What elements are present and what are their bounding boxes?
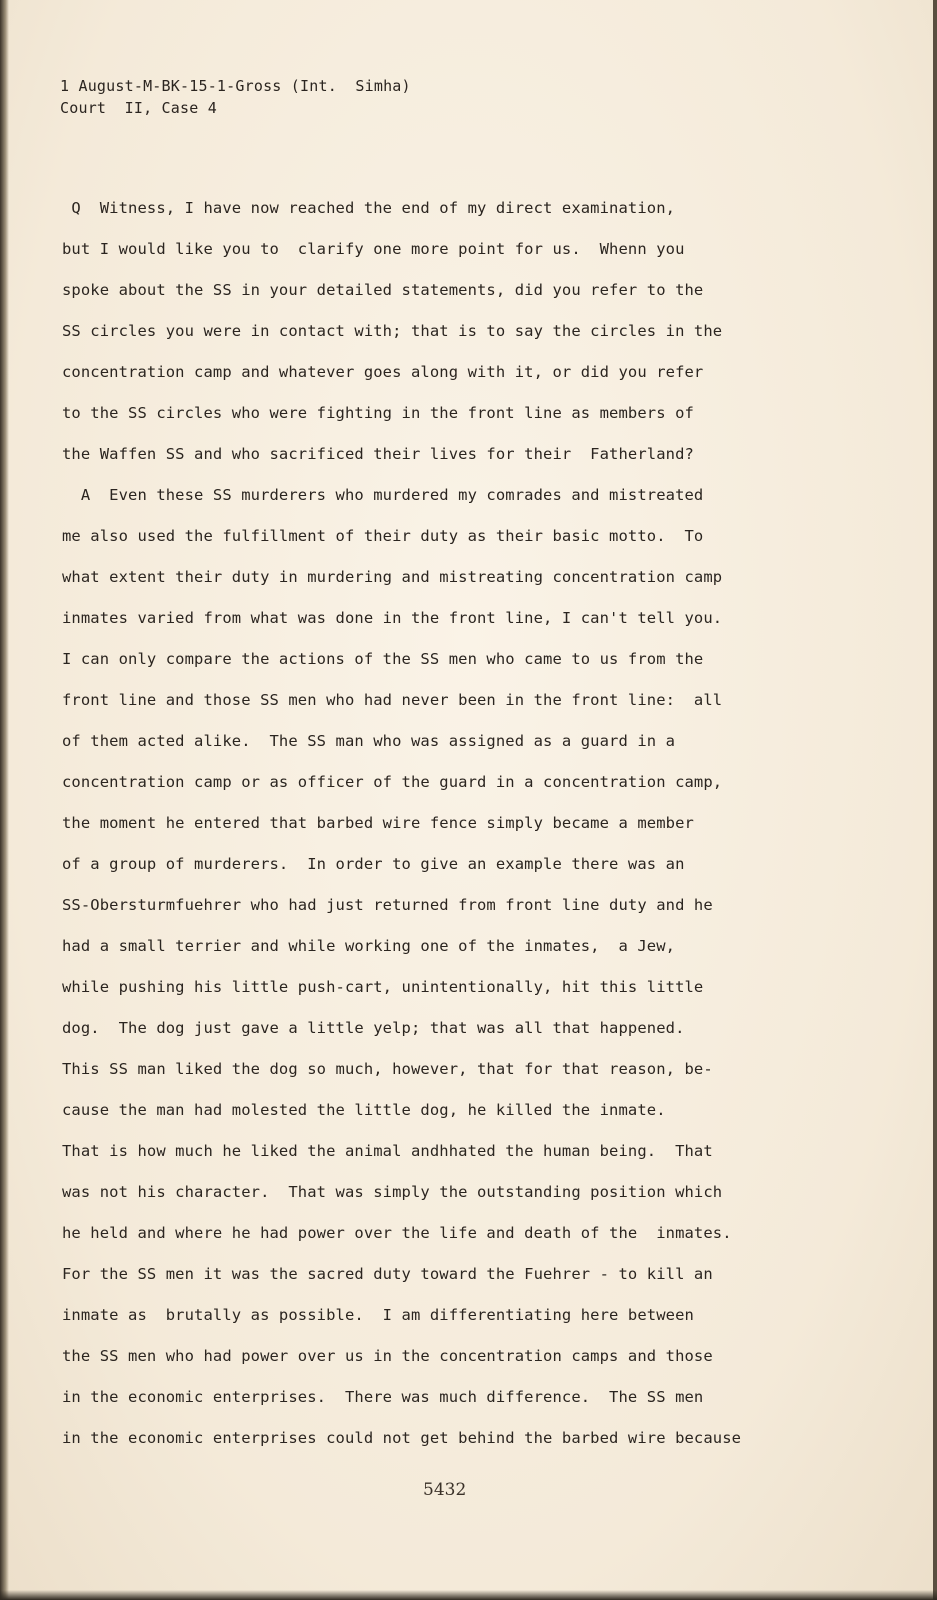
transcript-line: spoke about the SS in your detailed statements, did you refer to the	[62, 281, 704, 299]
transcript-line: inmate as brutally as possible. I am differentiating here between	[62, 1306, 694, 1324]
transcript-line: in the economic enterprises. There was much difference. The SS men	[62, 1388, 704, 1406]
transcript-line: of them acted alike. The SS man who was assigned as a guard in a	[62, 732, 676, 750]
transcript-line: A Even these SS murderers who murdered my comrades and mistreated	[62, 486, 704, 504]
transcript-line: That is how much he liked the animal andhhated the human being. That	[62, 1142, 713, 1160]
transcript-line: This SS man liked the dog so much, however, that for that reason, be-	[62, 1060, 713, 1078]
transcript-line: but I would like you to clarify one more point for us. Whenn you	[62, 240, 685, 258]
transcript-line: was not his character. That was simply the outstanding position which	[62, 1183, 723, 1201]
transcript-line: For the SS men it was the sacred duty toward the Fuehrer - to kill an	[62, 1265, 713, 1283]
transcript-line: Q Witness, I have now reached the end of my direct examination,	[62, 199, 676, 217]
transcript-line: cause the man had molested the little dog, he killed the inmate.	[62, 1101, 666, 1119]
transcript-line: in the economic enterprises could not get behind the barbed wire because	[62, 1429, 742, 1447]
transcript-line: front line and those SS men who had never been in the front line: all	[62, 691, 723, 709]
transcript-line: SS-Obersturmfuehrer who had just returned from front line duty and he	[62, 896, 713, 914]
transcript-line: he held and where he had power over the life and death of the inmates.	[62, 1224, 732, 1242]
header-line-1: 1 August-M-BK-15-1-Gross (Int. Simha)	[60, 77, 411, 95]
transcript-line: inmates varied from what was done in the front line, I can't tell you.	[62, 609, 723, 627]
scan-edge-bottom	[0, 1590, 937, 1600]
transcript-line: of a group of murderers. In order to give an example there was an	[62, 855, 685, 873]
document-header	[60, 75, 411, 119]
header-line-2: Court II, Case 4	[60, 99, 217, 117]
page-number: 5432	[423, 1480, 467, 1500]
transcript-line: what extent their duty in murdering and mistreating concentration camp	[62, 568, 723, 586]
transcript-line: SS circles you were in contact with; that is to say the circles in the	[62, 322, 723, 340]
scan-edge-right	[933, 0, 937, 1600]
transcript-line: the moment he entered that barbed wire fence simply became a member	[62, 814, 694, 832]
transcript-line: the SS men who had power over us in the concentration camps and those	[62, 1347, 713, 1365]
transcript-line: concentration camp and whatever goes along with it, or did you refer	[62, 363, 704, 381]
scan-edge-left	[0, 0, 9, 1600]
transcript-line: while pushing his little push-cart, unintentionally, hit this little	[62, 978, 704, 996]
transcript-line: dog. The dog just gave a little yelp; that was all that happened.	[62, 1019, 685, 1037]
transcript-line: me also used the fulfillment of their duty as their basic motto. To	[62, 527, 704, 545]
transcript-line: I can only compare the actions of the SS men who came to us from the	[62, 650, 704, 668]
transcript-line: to the SS circles who were fighting in the front line as members of	[62, 404, 694, 422]
transcript-line: had a small terrier and while working one of the inmates, a Jew,	[62, 937, 676, 955]
transcript-line: the Waffen SS and who sacrificed their lives for their Fatherland?	[62, 445, 694, 463]
transcript-line: concentration camp or as officer of the guard in a concentration camp,	[62, 773, 723, 791]
transcript-body	[62, 195, 822, 1466]
